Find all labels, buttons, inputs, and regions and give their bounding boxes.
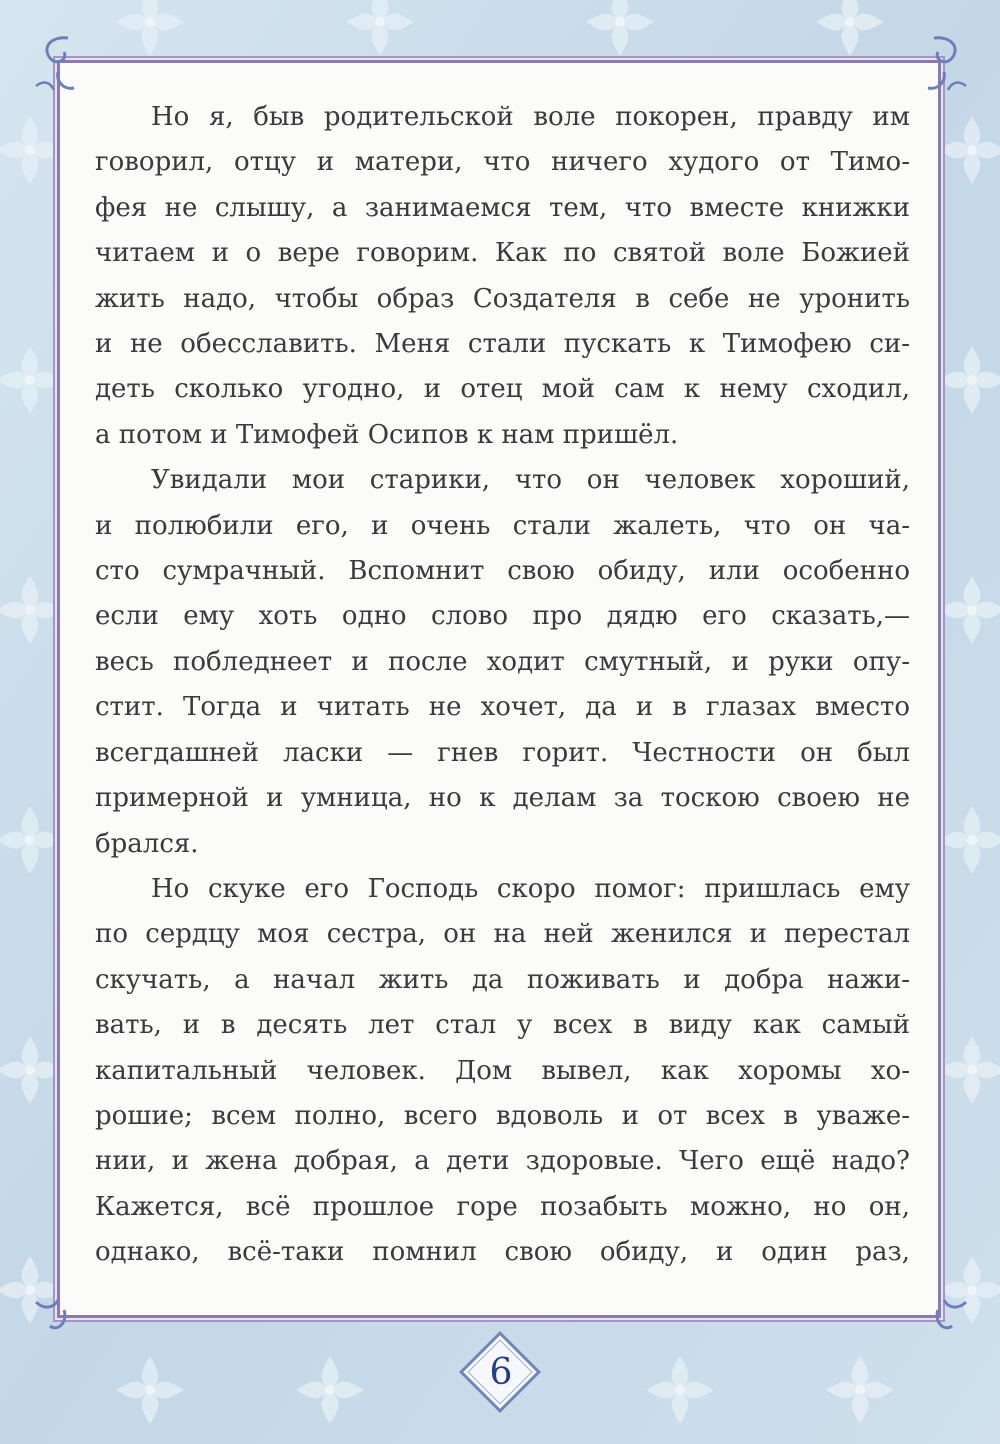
text-line: примерной и умница, но к делам за тоскою своею не (95, 783, 910, 814)
text-line: нии, и жена добрая, а дети здоровые. Чего ещё надо? (95, 1146, 910, 1177)
page-number-badge (460, 1332, 542, 1414)
text-line: рошие; всем полно, всего вдоволь и от всех в уваже- (95, 1100, 910, 1131)
scroll-ornament-icon (28, 30, 98, 100)
scroll-ornament-icon (28, 1282, 98, 1352)
text-line: фея не слышу, а занимаемся тем, что вместе книжки (95, 192, 910, 223)
text-line: если ему хоть одно слово про дядю его сказать,— (95, 601, 910, 632)
text-line: и полюбили его, и очень стали жалеть, что он ча- (95, 510, 910, 541)
text-line: однако, всё-таки помнил свою обиду, и один раз, (95, 1237, 910, 1268)
paragraph-2 (95, 458, 910, 867)
page-number: 6 (489, 1352, 513, 1393)
scroll-ornament-icon (904, 1282, 974, 1352)
text-line: по сердцу моя сестра, он на ней женился и перестал (95, 919, 910, 950)
text-line: Увидали мои старики, что он человек хороший, (151, 465, 910, 496)
text-line: стит. Тогда и читать не хочет, да и в глазах вместо (95, 692, 910, 723)
text-line: капитальный человек. Дом вывел, как хоромы хо- (95, 1055, 910, 1086)
text-line: сто сумрачный. Вспомнит свою обиду, или особенно (95, 556, 910, 587)
body-text (95, 95, 910, 1276)
text-line: Но скуке его Господь скоро помог: пришлась ему (151, 873, 910, 904)
text-line: весь побледнеет и после ходит смутный, и руки опу- (95, 646, 910, 677)
text-line: деть сколько угодно, и отец мой сам к нему сходил, (95, 374, 910, 405)
paragraph-3 (95, 867, 910, 1276)
text-line: жить надо, чтобы образ Создателя в себе не уронить (95, 283, 910, 314)
paragraph-1 (95, 95, 910, 458)
text-line: говорил, отцу и матери, что ничего худого от Тимо- (95, 147, 910, 178)
text-line: скучать, а начал жить да поживать и добра нажи- (95, 964, 910, 995)
text-line: Но я, быв родительской воле покорен, правду им (151, 102, 910, 132)
text-line: Кажется, всё прошлое горе позабыть можно, но он, (95, 1191, 910, 1222)
text-line: брался. (95, 828, 199, 859)
text-line: всегдашней ласки — гнев горит. Честности он был (95, 737, 910, 768)
text-line: вать, и в десять лет стал у всех в виду как самый (95, 1010, 910, 1041)
scroll-ornament-icon (904, 30, 974, 100)
text-line: читаем и о вере говорим. Как по святой воле Божией (95, 238, 910, 269)
text-line: и не обесславить. Меня стали пускать к Тимофею си- (95, 329, 910, 360)
text-line: а потом и Тимофей Осипов к нам пришёл. (95, 419, 679, 450)
